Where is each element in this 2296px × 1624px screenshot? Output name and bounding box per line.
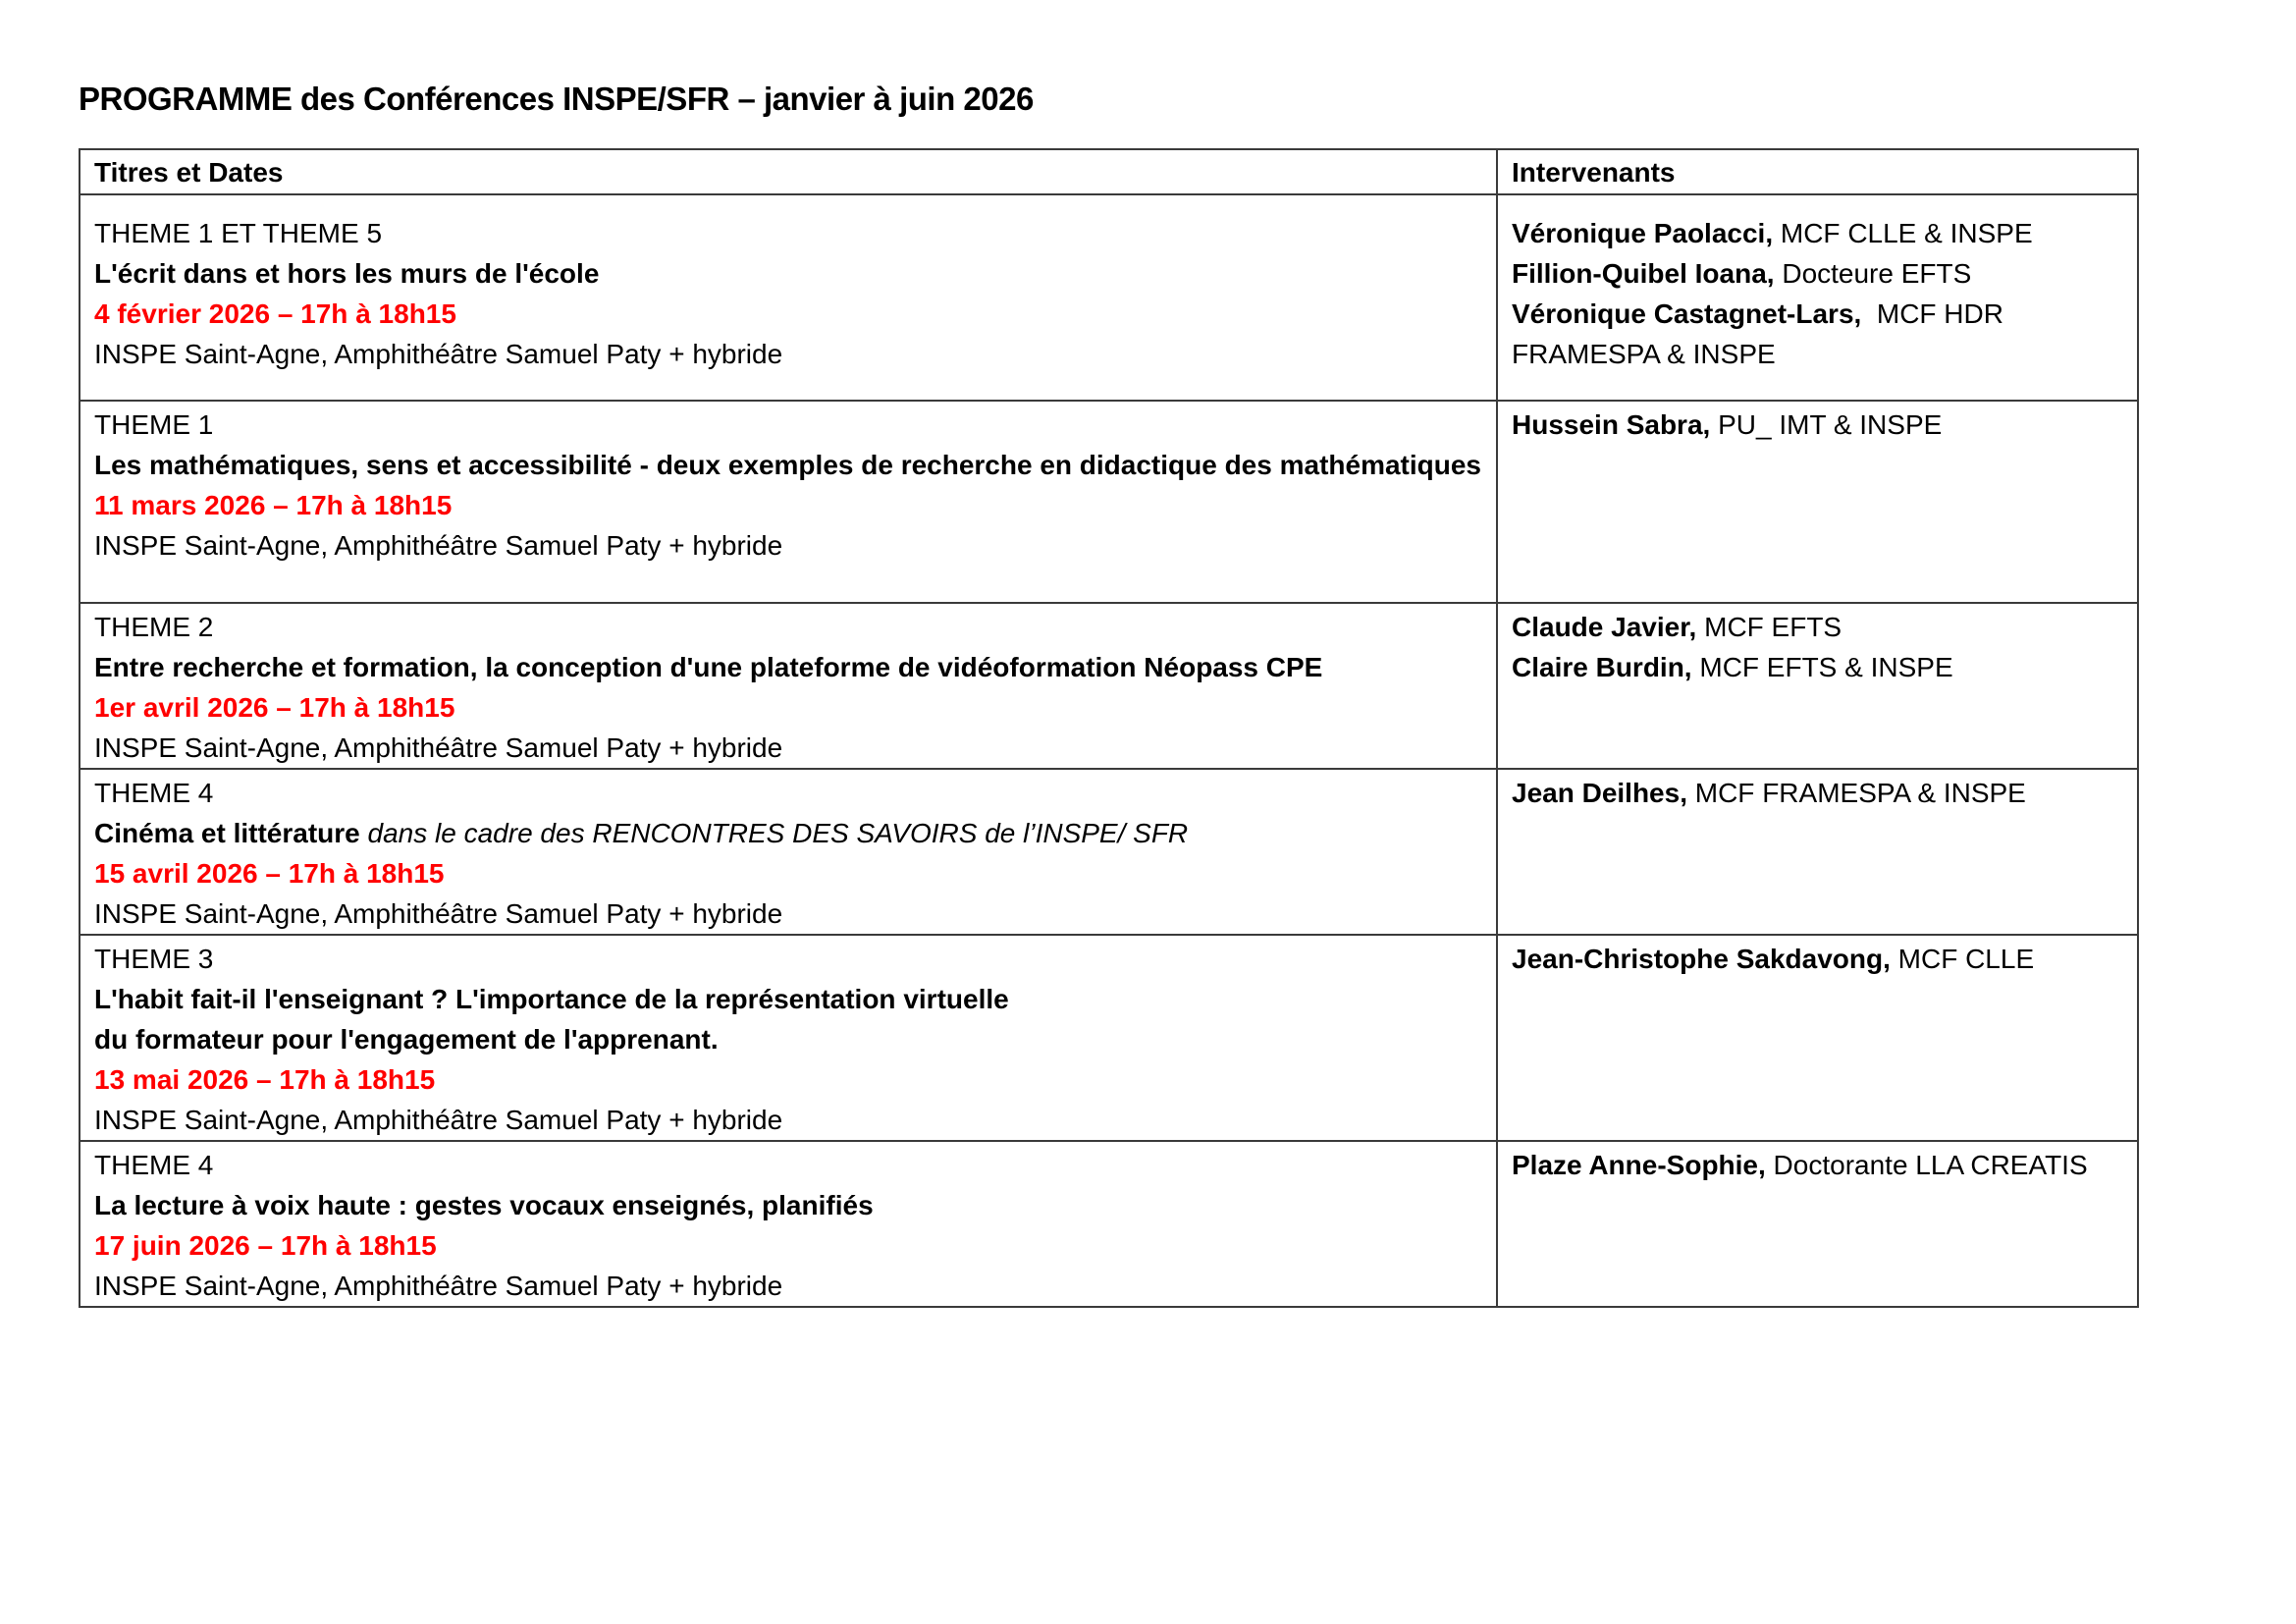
conference-title <box>94 813 1482 853</box>
conference-title-text: L'habit fait-il l'enseignant ? L'importance de la représentation virtuelle du formateur pour l'engagement de l'apprenant. <box>94 984 1009 1055</box>
conference-cell <box>80 194 1497 401</box>
speaker-affiliation: Docteure EFTS <box>1774 258 1972 289</box>
speakers-cell <box>1497 194 2138 401</box>
table-row <box>80 769 2138 935</box>
conference-date: 11 mars 2026 – 17h à 18h15 <box>94 490 453 520</box>
speaker <box>1512 253 2123 294</box>
conference-place: INSPE Saint-Agne, Amphithéâtre Samuel Paty + hybride <box>94 1105 783 1135</box>
conference-cell <box>80 1141 1497 1307</box>
conference-place: INSPE Saint-Agne, Amphithéâtre Samuel Paty + hybride <box>94 339 783 369</box>
speakers-cell <box>1497 935 2138 1141</box>
speaker-name: Hussein Sabra, <box>1512 409 1711 440</box>
table-row <box>80 401 2138 603</box>
column-header-titles-dates: Titres et Dates <box>80 149 1497 194</box>
table-row <box>80 603 2138 769</box>
conference-title-text: Cinéma et littérature <box>94 818 360 848</box>
conference-cell <box>80 401 1497 603</box>
conference-place: INSPE Saint-Agne, Amphithéâtre Samuel Paty + hybride <box>94 1271 783 1301</box>
speakers-cell <box>1497 769 2138 935</box>
speaker-affiliation: MCF CLLE <box>1890 944 2035 974</box>
speaker-name: Plaze Anne-Sophie, <box>1512 1150 1766 1180</box>
speaker <box>1512 213 2123 253</box>
conference-title <box>94 979 1482 1059</box>
table-row <box>80 194 2138 401</box>
table-header-row <box>80 149 2138 194</box>
conference-cell <box>80 603 1497 769</box>
speaker-affiliation: MCF EFTS <box>1696 612 1842 642</box>
speaker-affiliation: PU_ IMT & INSPE <box>1710 409 1943 440</box>
conference-title-note: dans le cadre des RENCONTRES DES SAVOIRS de l’INSPE/ SFR <box>359 818 1189 848</box>
speaker-affiliation: MCF CLLE & INSPE <box>1773 218 2033 248</box>
column-header-speakers: Intervenants <box>1497 149 2138 194</box>
conference-date: 13 mai 2026 – 17h à 18h15 <box>94 1064 436 1095</box>
conference-title <box>94 253 1482 294</box>
speakers-cell <box>1497 401 2138 603</box>
speaker-affiliation: Doctorante LLA CREATIS <box>1765 1150 2088 1180</box>
speaker <box>1512 607 2123 647</box>
speaker <box>1512 939 2123 979</box>
speaker-name: Claude Javier, <box>1512 612 1697 642</box>
conference-cell <box>80 935 1497 1141</box>
conference-date: 1er avril 2026 – 17h à 18h15 <box>94 692 455 723</box>
speaker-affiliation: MCF HDR FRAMESPA & INSPE <box>1512 298 2011 369</box>
speaker-affiliation: MCF FRAMESPA & INSPE <box>1686 778 2026 808</box>
conference-place: INSPE Saint-Agne, Amphithéâtre Samuel Paty + hybride <box>94 898 783 929</box>
conference-date: 15 avril 2026 – 17h à 18h15 <box>94 858 445 889</box>
conference-place: INSPE Saint-Agne, Amphithéâtre Samuel Paty + hybride <box>94 732 783 763</box>
speaker <box>1512 1145 2123 1185</box>
theme-label: THEME 4 <box>94 1150 214 1180</box>
table-row <box>80 1141 2138 1307</box>
speaker-name: Jean-Christophe Sakdavong, <box>1512 944 1891 974</box>
speaker <box>1512 647 2123 687</box>
conference-title <box>94 445 1482 485</box>
conference-date: 17 juin 2026 – 17h à 18h15 <box>94 1230 437 1261</box>
theme-label: THEME 4 <box>94 778 214 808</box>
speaker-name: Jean Deilhes, <box>1512 778 1687 808</box>
theme-label: THEME 2 <box>94 612 214 642</box>
speaker-name: Claire Burdin, <box>1512 652 1692 682</box>
speakers-cell <box>1497 1141 2138 1307</box>
speaker <box>1512 294 2123 374</box>
programme-table <box>79 148 2139 1308</box>
conference-cell <box>80 769 1497 935</box>
conference-title-text: La lecture à voix haute : gestes vocaux enseignés, planifiés <box>94 1190 874 1220</box>
conference-place: INSPE Saint-Agne, Amphithéâtre Samuel Paty + hybride <box>94 530 783 561</box>
page-title: PROGRAMME des Conférences INSPE/SFR – janvier à juin 2026 <box>79 81 1034 117</box>
speaker <box>1512 773 2123 813</box>
conference-title-text: Les mathématiques, sens et accessibilité - deux exemples de recherche en didactique des mathématiques <box>94 450 1482 480</box>
theme-label: THEME 1 ET THEME 5 <box>94 218 383 248</box>
speakers-cell <box>1497 603 2138 769</box>
theme-label: THEME 1 <box>94 409 214 440</box>
speaker-name: Véronique Paolacci, <box>1512 218 1774 248</box>
conference-date: 4 février 2026 – 17h à 18h15 <box>94 298 456 329</box>
speaker-name: Véronique Castagnet-Lars, <box>1512 298 1862 329</box>
speaker-affiliation: MCF EFTS & INSPE <box>1691 652 1953 682</box>
theme-label: THEME 3 <box>94 944 214 974</box>
conference-title <box>94 647 1482 687</box>
speaker <box>1512 405 2123 445</box>
conference-title-text: L'écrit dans et hors les murs de l'école <box>94 258 600 289</box>
speaker-name: Fillion-Quibel Ioana, <box>1512 258 1775 289</box>
table-row <box>80 935 2138 1141</box>
conference-title-text: Entre recherche et formation, la conception d'une plateforme de vidéoformation Néopass CPE <box>94 652 1323 682</box>
conference-title <box>94 1185 1482 1225</box>
